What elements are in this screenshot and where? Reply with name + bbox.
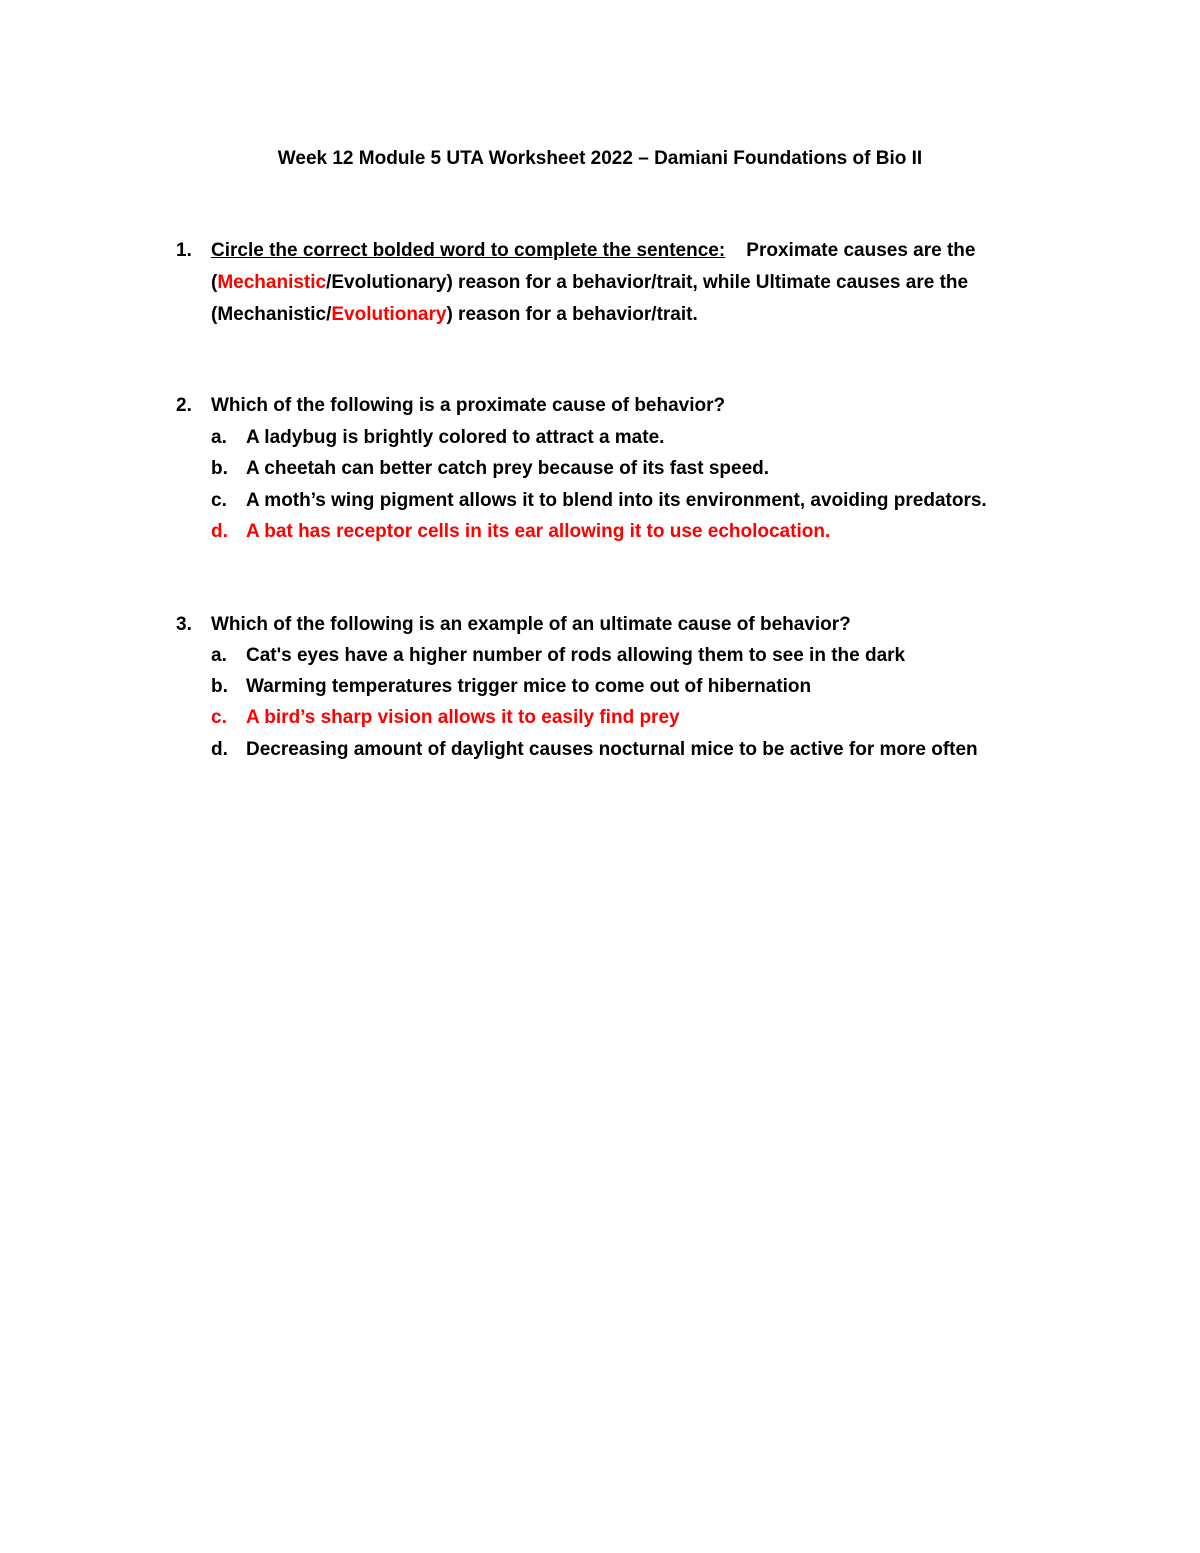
question-1-stem-start: Proximate causes are the [746,240,976,261]
question-1-paren-2: (Mechanistic/ [211,304,332,325]
question-2-option-b: A cheetah can better catch prey because of its fast speed. [246,458,770,479]
question-3-option-c-answer: A bird’s sharp vision allows it to easily find prey [246,707,680,728]
question-1-paren: ( [211,272,218,293]
question-2-option-c: A moth’s wing pigment allows it to blend into its environment, avoiding predators. [246,490,987,511]
question-2-option-b-letter: b. [211,458,228,479]
question-1-answer-1: Mechanistic [217,272,327,293]
question-1-stem-end: ) reason for a behavior/trait. [446,304,698,325]
question-1-stem-middle: /Evolutionary) reason for a behavior/trait, while Ultimate causes are the [326,272,969,293]
question-1-answer-2: Evolutionary [331,304,447,325]
question-3-option-a-letter: a. [211,645,227,666]
page-title: Week 12 Module 5 UTA Worksheet 2022 – Damiani Foundations of Bio II [277,148,923,169]
question-2-text: Which of the following is a proximate cause of behavior? [211,395,726,416]
question-3-option-a: Cat's eyes have a higher number of rods allowing them to see in the dark [246,645,906,666]
question-3-number: 3. [176,614,192,635]
question-2-option-a-letter: a. [211,427,227,448]
question-3-option-d-letter: d. [211,739,228,760]
question-3-option-d: Decreasing amount of daylight causes nocturnal mice to be active for more often [246,739,978,760]
question-2-option-c-letter: c. [211,490,227,511]
question-2-number: 2. [176,395,192,416]
question-1-line-3 [211,302,698,328]
question-2-option-a: A ladybug is brightly colored to attract a mate. [246,427,665,448]
question-1-line-1 [211,238,975,264]
question-3-option-c-letter: c. [211,707,227,728]
question-3-text: Which of the following is an example of an ultimate cause of behavior? [211,614,851,635]
question-2-option-d-letter: d. [211,521,228,542]
question-3-option-b-letter: b. [211,676,228,697]
question-1-line-2 [211,270,968,296]
question-1-number: 1. [176,240,192,261]
question-1-instruction: Circle the correct bolded word to complete the sentence: [211,240,726,261]
question-3-option-b: Warming temperatures trigger mice to come out of hibernation [246,676,812,697]
question-2-option-d-answer: A bat has receptor cells in its ear allowing it to use echolocation. [246,521,831,542]
